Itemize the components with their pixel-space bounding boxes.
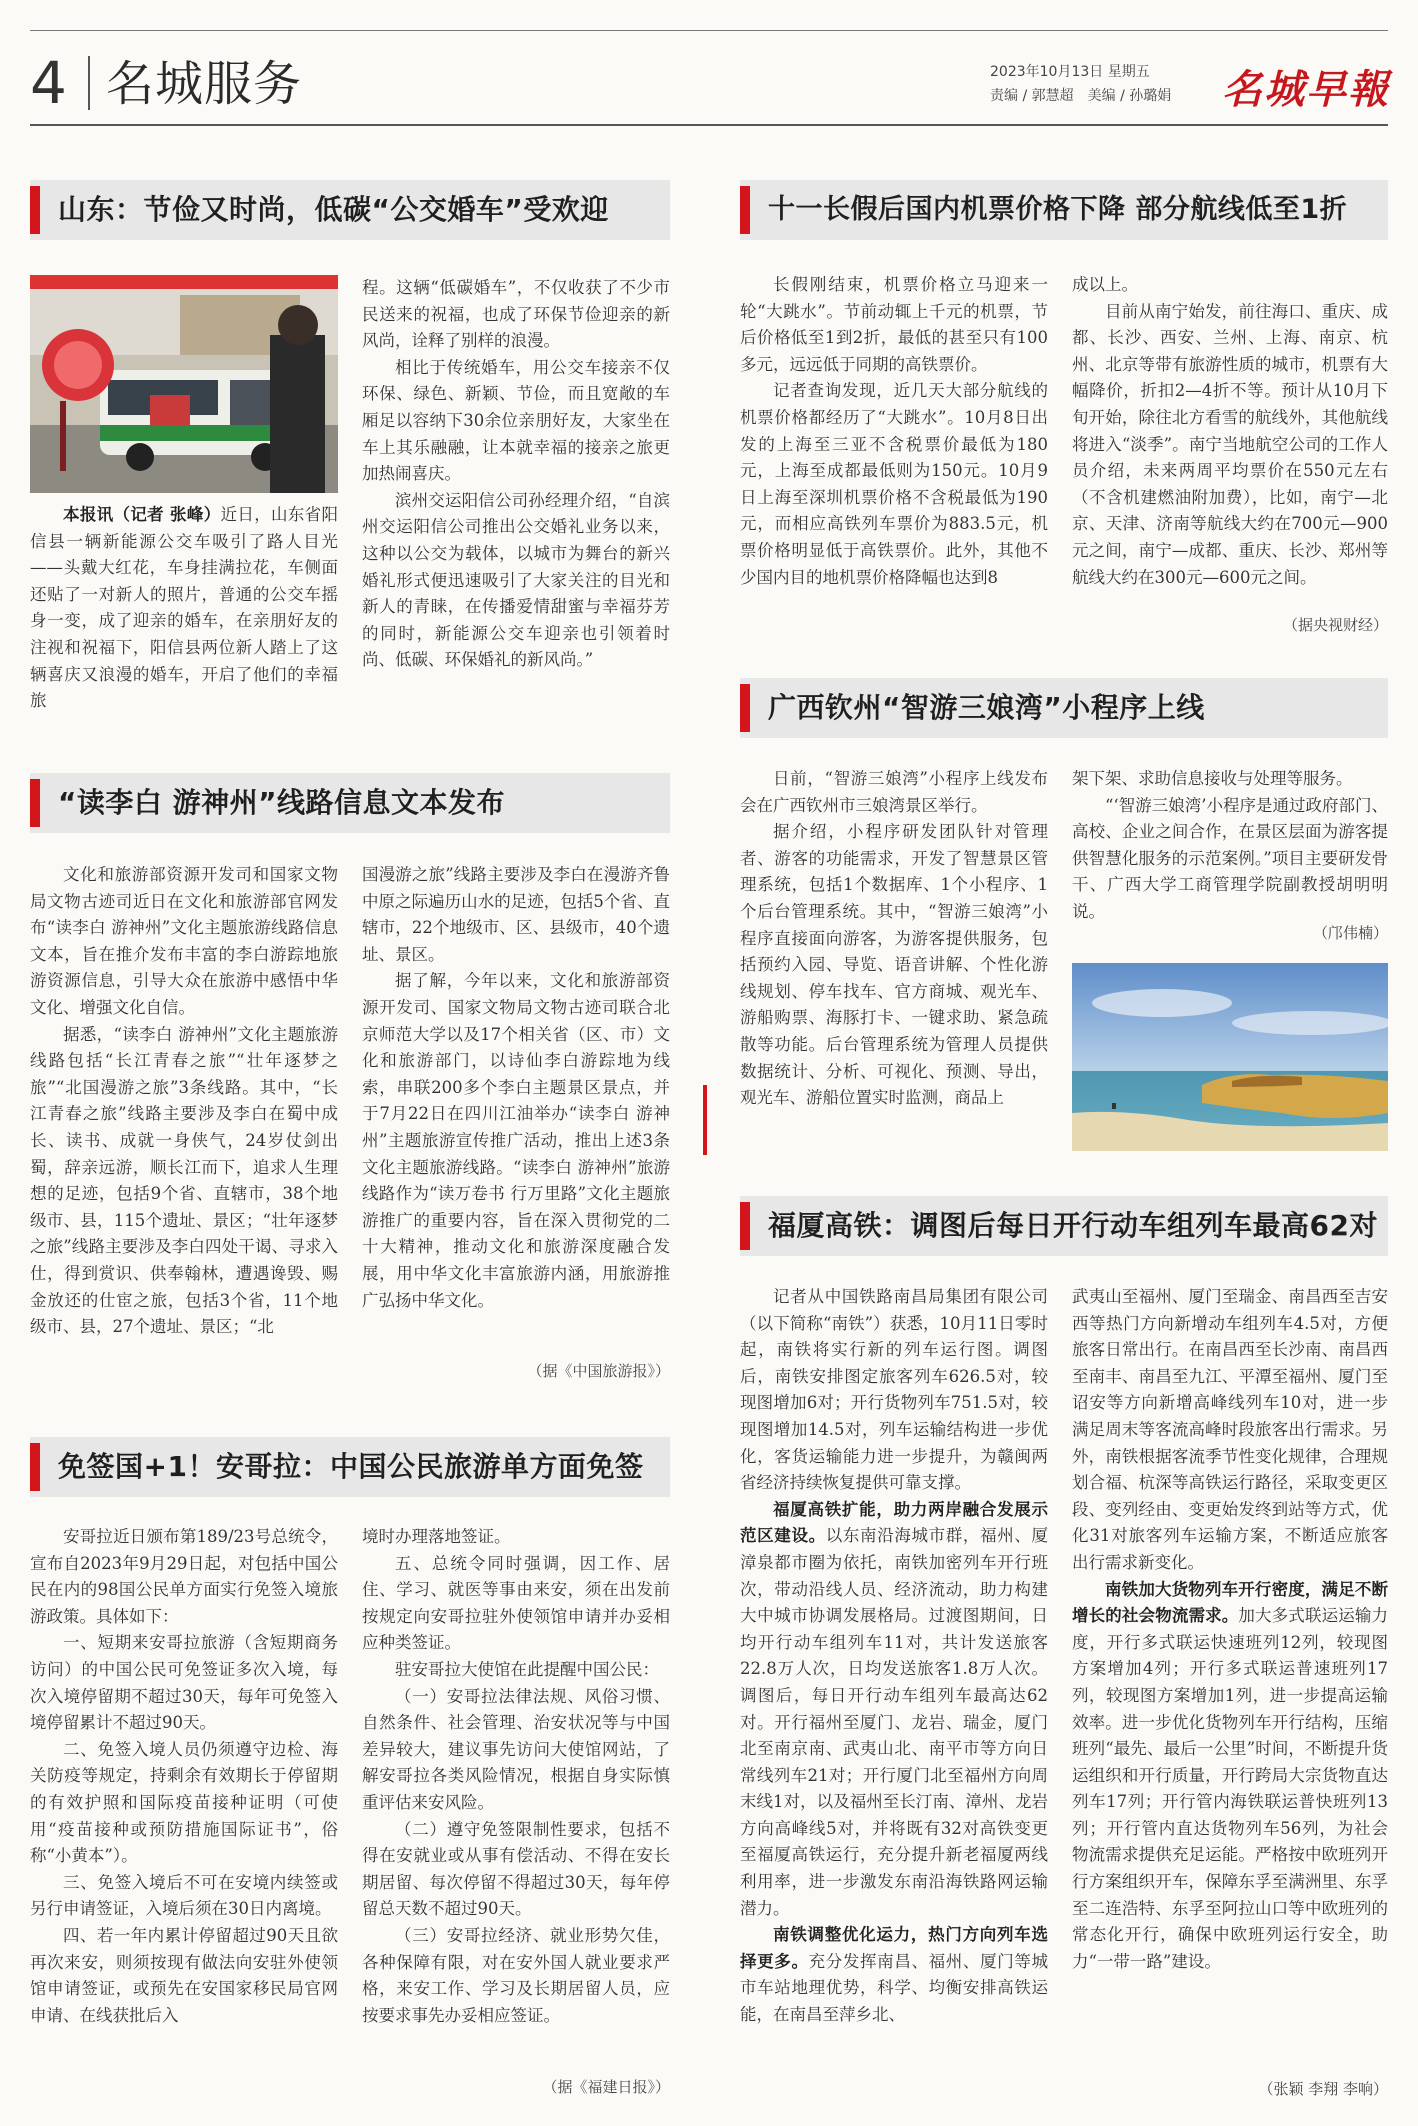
angola-paragraph: 驻安哥拉大使馆在此提醒中国公民：	[395, 1659, 659, 1679]
bus-headline: 山东：节俭又时尚，低碳“公交婚车”受欢迎	[58, 193, 609, 226]
bus-wedding-photo	[30, 275, 338, 493]
headline-accent-bar	[30, 1443, 40, 1491]
qinzhou-article-col2	[1072, 766, 1388, 926]
angola-paragraph: 四、若一年内累计停留超过90天且欲再次来安，则须按现有做法向安驻外使领馆申请签证，或预先在安国家移民局官网申请、在线获批后入	[30, 1925, 338, 2025]
bus-paragraph: 滨州交运阳信公司孙经理介绍，“自滨州交运阳信公司推出公交婚礼业务以来，这种以公交为载体，以城市为舞台的新兴婚礼形式便迅速吸引了大家关注的目光和新人的青睐，在传播爱情甜蜜与幸福芬芳的同时，新能源公交车迎亲也引领着时尚、低碳、环保婚礼的新风尚。”	[362, 490, 670, 670]
angola-paragraph: 境时办理落地签证。	[362, 1527, 511, 1546]
flight-headline: 十一长假后国内机票价格下降 部分航线低至1折	[768, 194, 1348, 225]
flight-headline-box	[740, 180, 1388, 240]
rail-article-col2	[1072, 1284, 1388, 2074]
column-marker	[703, 1085, 707, 1155]
qinzhou-headline: 广西钦州“智游三娘湾”小程序上线	[768, 691, 1205, 724]
flight-article-col2	[1072, 272, 1388, 620]
qinzhou-paragraph: 据介绍，小程序研发团队针对管理者、游客的功能需求，开发了智慧景区管理系统，包括1个数据库、1个小程序、1个后台管理系统。其中，“智游三娘湾”小程序直接面向游客，为游客提供服务，包括预约入园、导览、语音讲解、个性化游线规划、停车找车、官方商城、观光车、游船购票、海豚打卡、一键求助、紧急疏散等功能。后台管理系统为管理人员提供数据统计、分析、可视化、预测、导出，观光车、游船位置实时监测，商品上	[740, 822, 1048, 1108]
qinzhou-paragraph: “‘智游三娘湾’小程序是通过政府部门、高校、企业之间合作，在景区层面为游客提供智慧化服务的示范案例。”项目主要研发骨干、广西大学工商管理学院副教授胡明明说。	[1072, 795, 1388, 921]
flight-paragraph: 目前从南宁始发，前往海口、重庆、成都、长沙、西安、兰州、上海、南京、杭州、北京等带有旅游性质的城市，机票有大幅降价，折扣2—4折不等。预计从10月下旬开始，除往北方看雪的航线外，其他航线将进入“淡季”。南宁当地航空公司的工作人员介绍，未来两周平均票价在550元左右（不含机建燃油附加费），比如，南宁—北京、天津、济南等航线大约在700元—900元之间，南宁—成都、重庆、长沙、郑州等航线大约在300元—600元之间。	[1072, 301, 1388, 587]
libai-paragraph: 文化和旅游部资源开发司和国家文物局文物古迹司近日在文化和旅游部官网发布“读李白 游神州”文化主题旅游线路信息文本，旨在推介发布丰富的李白游踪地旅游资源信息，引导大众在旅游中感悟中华文化、增强文化自信。	[30, 865, 338, 1017]
rail-paragraph: 加大多式联运运输力度，开行多式联运快速班列12列，较现图方案增加4列；开行多式联运普速班列17列，较现图方案增加1列，进一步提高运输效率。进一步优化货物列车开行结构，压缩班列“最先、最后一公里”时间，不断提升货运组织和开行质量，开行跨局大宗货物直达列车17列；开行管内海铁联运普快班列13列；开行管内直达货物列车56列，为社会物流需求提供充足运能。严格按中欧班列开行方案组织开车，保障东孚至满洲里、东孚至二连浩特、东孚至阿拉山口等中欧班列的常态化开行，确保中欧班列运行安全，助力“一带一路”建设。	[1072, 1606, 1388, 1971]
page-number: 4	[30, 49, 67, 117]
rail-source: （张颖 李翔 李响）	[1258, 2080, 1388, 2098]
angola-paragraph: （一）安哥拉法律法规、风俗习惯、自然条件、社会管理、治安状况等与中国差异较大，建议事先访问大使馆网站，了解安哥拉各类风险情况，根据自身实际慎重评估来安风险。	[362, 1686, 670, 1812]
headline-accent-bar	[740, 186, 750, 234]
bus-col1-text: 近日，山东省阳信县一辆新能源公交车吸引了路人目光——头戴大红花，车身挂满拉花，车侧面还贴了一对新人的照片，普通的公交车摇身一变，成了迎亲的婚车，在亲朋好友的注视和祝福下，阳信县两位新人踏上了这辆喜庆又浪漫的婚车，开启了他们的幸福旅	[30, 505, 338, 711]
header-divider	[88, 56, 90, 110]
page-title: 名城服务	[106, 56, 303, 112]
header-rule	[30, 124, 1388, 126]
angola-paragraph: 安哥拉近日颁布第189/23号总统令，宣布自2023年9月29日起，对包括中国公民在内的98国公民单方面实行免签入境旅游政策。具体如下：	[30, 1527, 338, 1626]
rail-paragraph: 记者从中国铁路南昌局集团有限公司（以下简称“南铁”）获悉，10月11日零时起，南铁将实行新的列车运行图。调图后，南铁安排图定旅客列车626.5对，较现图增加6对；开行货物列车751.5对，较现图增加14.5对，列车运输结构进一步优化，客货运输能力进一步提升，为赣闽两省经济持续恢复提供可靠支撑。	[740, 1287, 1048, 1493]
libai-headline-box	[30, 773, 670, 833]
libai-paragraph: 国漫游之旅”线路主要涉及李白在漫游齐鲁中原之际遍历山水的足迹，包括5个省、直辖市，22个地级市、区、县级市，40个遗址、景区。	[362, 865, 670, 964]
top-rule	[30, 30, 1388, 31]
headline-accent-bar	[30, 186, 40, 234]
libai-source: （据《中国旅游报》）	[527, 1362, 670, 1380]
flight-paragraph: 长假刚结束，机票价格立马迎来一轮“大跳水”。节前动辄上千元的机票，节后价格低至1到2折，最低的甚至只有100多元，远远低于同期的高铁票价。	[740, 275, 1048, 374]
rail-subhead: 南铁调整优化运力，热门方向列车选择更多。	[740, 1925, 1048, 1971]
rail-paragraph: 武夷山至福州、厦门至瑞金、南昌西至吉安西等热门方向新增动车组列车4.5对，方便旅客日常出行。在南昌西至长沙南、南昌西至南丰、南昌至九江、平潭至福州、厦门至诏安等方向新增高峰线列车10对，进一步满足周末等客流高峰时段旅客出行需求。另外，南铁根据客流季节性变化规律，合理规划合福、杭深等高铁运行路径，采取变更区段、变列经由、变更始发终到站等方式，优化31对旅客列车运输方案，不断适应旅客出行需求新变化。	[1072, 1287, 1388, 1572]
libai-headline: “读李白 游神州”线路信息文本发布	[58, 786, 506, 819]
qinzhou-paragraph: 架下架、求助信息接收与处理等服务。	[1072, 769, 1353, 788]
qinzhou-source: （邝伟楠）	[1312, 924, 1388, 942]
angola-headline-box	[30, 1437, 670, 1497]
editor-line: 责编 / 郭慧超 美编 / 孙璐娟	[990, 88, 1172, 104]
angola-article-col1	[30, 1524, 338, 2104]
flight-article-col1	[740, 272, 1048, 642]
rail-headline-box	[740, 1196, 1388, 1256]
angola-paragraph: 五、总统令同时强调，因工作、居住、学习、就医等事由来安，须在出发前按规定向安哥拉驻外使领馆申请并办妥相应种类签证。	[362, 1553, 670, 1653]
libai-paragraph: 据了解，今年以来，文化和旅游部资源开发司、国家文物局文物古迹司联合北京师范大学以及17个相关省（区、市）文化和旅游部门，以诗仙李白游踪地为线索，串联200多个李白主题景区景点，并于7月22日在四川江油举办“读李白 游神州”主题旅游宣传推广活动，推出上述3条文化主题旅游线路。“读李白 游神州”旅游线路作为“读万卷书 行万里路”文化主题旅游推广的重要内容，旨在深入贯彻党的二十大精神，推动文化和旅游深度融合发展，用中华文化丰富旅游内涵，用旅游推广弘扬中华文化。	[362, 971, 670, 1310]
qinzhou-headline-box	[740, 678, 1388, 738]
qinzhou-article-col1	[740, 766, 1048, 1166]
headline-accent-bar	[30, 779, 40, 827]
rail-article-col1	[740, 1284, 1048, 2104]
angola-article-col2	[362, 1524, 670, 2072]
bus-article-col1	[30, 502, 338, 722]
angola-headline: 免签国+1！安哥拉：中国公民旅游单方面免签	[58, 1450, 644, 1483]
qinzhou-paragraph: 日前，“智游三娘湾”小程序上线发布会在广西钦州市三娘湾景区举行。	[740, 769, 1048, 815]
rail-paragraph: 充分发挥南昌、福州、厦门等城市车站地理优势，科学、均衡安排高铁运能，在南昌至萍乡北、	[740, 1951, 1048, 2025]
bus-lead-label: 本报讯（记者 张峰）	[63, 505, 221, 524]
angola-paragraph: 三、免签入境后不可在安境内续签或另行申请签证，入境后须在30日内离境。	[30, 1872, 338, 1919]
rail-paragraph: 以东南沿海城市群，福州、厦漳泉都市圈为依托，南铁加密列车开行班次，带动沿线人员、经济流动，助力构建大中城市协调发展格局。过渡图期间，日均开行动车组列车11对，共计发送旅客22.8万人次，日均发送旅客1.8万人次。调图后，每日开行动车组列车最高达62对。开行福州至厦门、龙岩、瑞金，厦门北至南京南、武夷山北、南平市等方向日常线列车21对；开行厦门北至福州方向周末线1对，以及福州至长汀南、漳州、龙岩方向高峰线5对，并将既有32对高铁变更至福厦高铁运行，充分提升新老福厦两线利用率，进一步激发东南沿海铁路网运输潜力。	[740, 1526, 1048, 1918]
sanniang-bay-photo	[1072, 963, 1388, 1151]
rail-subhead: 福厦高铁扩能，助力两岸融合发展示范区建设。	[740, 1499, 1048, 1546]
flight-paragraph: 成以上。	[1072, 275, 1138, 294]
bus-headline-box	[30, 180, 670, 240]
angola-paragraph: 一、短期来安哥拉旅游（含短期商务访问）的中国公民可免签证多次入境，每次入境停留期不超过30天，每年可免签入境停留累计不超过90天。	[30, 1633, 338, 1733]
rail-headline: 福厦高铁：调图后每日开行动车组列车最高62对	[768, 1209, 1378, 1242]
bus-article-col2	[362, 275, 670, 725]
headline-accent-bar	[740, 1202, 750, 1250]
angola-paragraph: （三）安哥拉经济、就业形势欠佳，各种保障有限，对在安外国人就业要求严格，来安工作、学习及长期居留人员，应按要求事先办妥相应签证。	[362, 1925, 670, 2025]
newspaper-logo: 名城早報	[1222, 66, 1390, 113]
rail-subhead: 南铁加大货物列车开行密度，满足不断增长的社会物流需求。	[1072, 1579, 1388, 1626]
libai-article-col1	[30, 862, 338, 1382]
angola-source: （据《福建日报》）	[542, 2078, 670, 2096]
libai-article-col2	[362, 862, 670, 1362]
angola-paragraph: 二、免签入境人员仍须遵守边检、海关防疫等规定，持剩余有效期长于停留期的有效护照和国际疫苗接种证明（可使用“疫苗接种或预防措施国际证书”，俗称“小黄本”）。	[30, 1739, 338, 1866]
bus-paragraph: 程。这辆“低碳婚车”，不仅收获了不少市民送来的祝福，也成了环保节俭迎亲的新风尚，诠释了别样的浪漫。	[362, 278, 670, 351]
angola-paragraph: （二）遵守免签限制性要求，包括不得在安就业或从事有偿活动、不得在安长期居留、每次停留不得超过30天，每年停留总天数不超过90天。	[362, 1819, 670, 1919]
bus-paragraph: 相比于传统婚车，用公交车接亲不仅环保、绿色、新颖、节俭，而且宽敞的车厢足以容纳下30余位亲朋好友，大家坐在车上其乐融融，让本就幸福的接亲之旅更加热闹喜庆。	[362, 357, 670, 484]
headline-accent-bar	[740, 684, 750, 732]
libai-paragraph: 据悉，“读李白 游神州”文化主题旅游线路包括“长江青春之旅”“壮年逐梦之旅”“北国漫游之旅”3条线路。其中，“长江青春之旅”线路主要涉及李白在蜀中成长、读书、成就一身侠气，24岁仗剑出蜀，辞亲远游，顺长江而下，追求人生理想的足迹，包括9个省、直辖市，38个地级市、县，115个遗址、景区；“壮年逐梦之旅”线路主要涉及李白四处干谒、寻求入仕，得到赏识、供奉翰林，遭遇谗毁、赐金放还的仕宦之旅，包括3个省，11个地级市、县，27个遗址、景区；“北	[30, 1024, 338, 1337]
date-line: 2023年10月13日 星期五	[990, 64, 1150, 80]
flight-source: （据央视财经）	[1282, 616, 1388, 634]
flight-paragraph: 记者查询发现，近几天大部分航线的机票价格都经历了“大跳水”。10月8日出发的上海至三亚不含税票价最低为180元，上海至成都最低则为150元。10月9日上海至深圳机票价格不含税最低为190元，而相应高铁列车票价为883.5元，机票价格明显低于高铁票价。此外，其他不少国内目的地机票价格降幅也达到8	[740, 381, 1048, 587]
